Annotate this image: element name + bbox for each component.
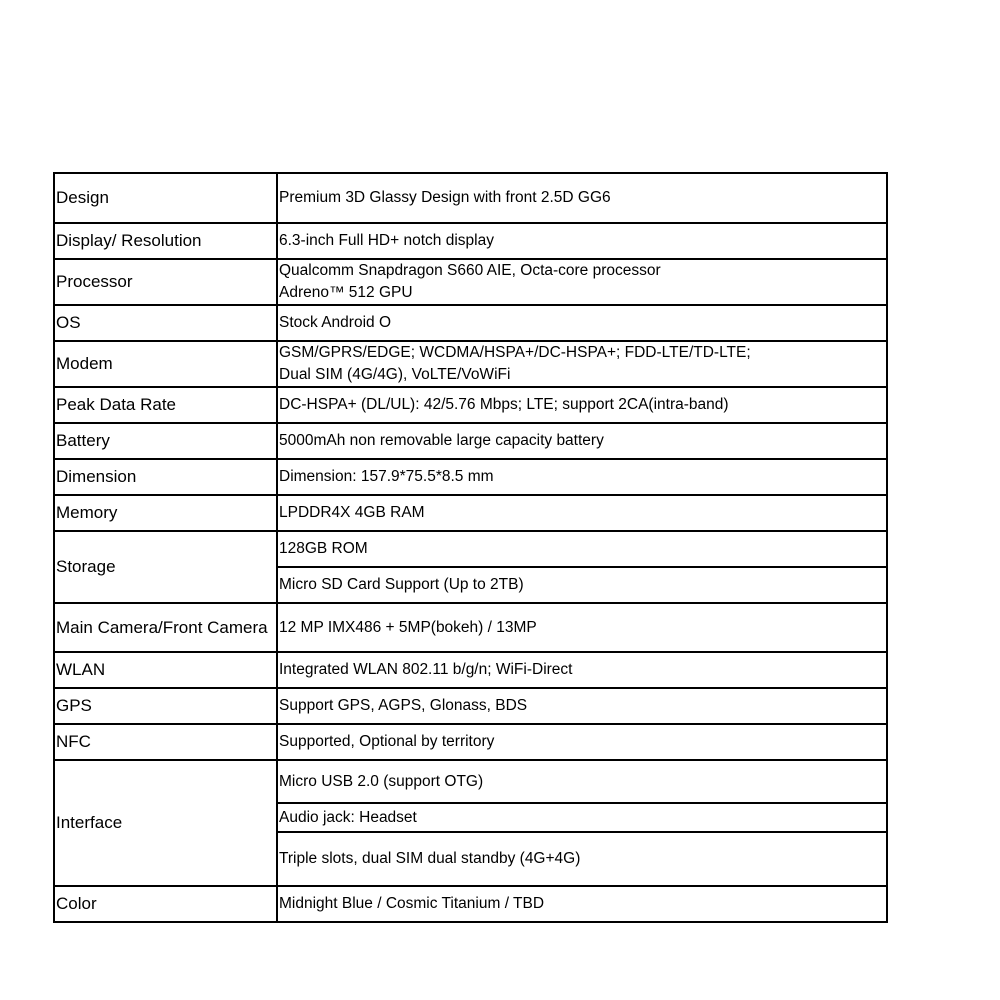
- spec-label: Modem: [54, 341, 277, 387]
- spec-value: [277, 305, 887, 341]
- spec-table-body: [54, 173, 887, 922]
- spec-label: GPS: [54, 688, 277, 724]
- spec-value-line: Premium 3D Glassy Design with front 2.5D GG6: [279, 189, 611, 206]
- spec-value: [277, 652, 887, 688]
- spec-value: [277, 459, 887, 495]
- spec-label: Design: [54, 173, 277, 223]
- spec-value: [277, 531, 887, 567]
- spec-value-line: Triple slots, dual SIM dual standby (4G+4G): [279, 850, 581, 867]
- spec-value-line: Qualcomm Snapdragon S660 AIE, Octa-core processor: [279, 262, 661, 279]
- spec-value: [277, 832, 887, 886]
- spec-row: [54, 603, 887, 652]
- spec-value-line: LPDDR4X 4GB RAM: [279, 504, 425, 521]
- spec-table: [53, 172, 888, 923]
- spec-value: [277, 387, 887, 423]
- spec-label: Display/ Resolution: [54, 223, 277, 259]
- spec-label: NFC: [54, 724, 277, 760]
- spec-value-line: Audio jack: Headset: [279, 808, 417, 826]
- spec-row: [54, 387, 887, 423]
- spec-value-line: Integrated WLAN 802.11 b/g/n; WiFi-Direct: [279, 661, 573, 678]
- spec-label: Storage: [54, 531, 277, 603]
- spec-value-line: Micro USB 2.0 (support OTG): [279, 772, 484, 790]
- spec-value: [277, 567, 887, 603]
- spec-row: [54, 495, 887, 531]
- spec-row: [54, 259, 887, 305]
- spec-row: [54, 652, 887, 688]
- spec-row: [54, 305, 887, 341]
- spec-label: Processor: [54, 259, 277, 305]
- spec-row: [54, 886, 887, 922]
- spec-value: [277, 724, 887, 760]
- spec-row: [54, 341, 887, 387]
- spec-value-line: Dual SIM (4G/4G), VoLTE/VoWiFi: [279, 366, 511, 383]
- spec-label: Peak Data Rate: [54, 387, 277, 423]
- spec-value-line: Support GPS, AGPS, Glonass, BDS: [279, 697, 528, 714]
- spec-value-line: Stock Android O: [279, 314, 392, 331]
- spec-label: Dimension: [54, 459, 277, 495]
- spec-value: [277, 803, 887, 832]
- spec-value: [277, 688, 887, 724]
- spec-value: [277, 886, 887, 922]
- spec-value-line: Micro SD Card Support (Up to 2TB): [279, 576, 524, 593]
- spec-value-line: Midnight Blue / Cosmic Titanium / TBD: [279, 895, 545, 912]
- spec-row: [54, 223, 887, 259]
- spec-value: [277, 603, 887, 652]
- spec-row: [54, 459, 887, 495]
- spec-row: [54, 724, 887, 760]
- spec-row: [54, 760, 887, 803]
- spec-value-line: Dimension: 157.9*75.5*8.5 mm: [279, 468, 494, 485]
- spec-row: [54, 423, 887, 459]
- spec-value: [277, 223, 887, 259]
- spec-value-line: DC-HSPA+ (DL/UL): 42/5.76 Mbps; LTE; support 2CA(intra-band): [279, 396, 729, 413]
- spec-label: Main Camera/Front Camera: [54, 603, 277, 652]
- spec-value: [277, 760, 887, 803]
- spec-value-line: Supported, Optional by territory: [279, 733, 495, 750]
- spec-row: [54, 173, 887, 223]
- spec-label: WLAN: [54, 652, 277, 688]
- spec-value-line: 6.3-inch Full HD+ notch display: [279, 232, 494, 249]
- spec-value: [277, 341, 887, 387]
- spec-value-line: 12 MP IMX486 + 5MP(bokeh) / 13MP: [279, 618, 537, 636]
- spec-label: Interface: [54, 760, 277, 886]
- spec-value: [277, 495, 887, 531]
- spec-value: [277, 423, 887, 459]
- spec-label: Battery: [54, 423, 277, 459]
- spec-value: [277, 259, 887, 305]
- spec-value-line: 5000mAh non removable large capacity battery: [279, 432, 604, 449]
- spec-value-line: Adreno™ 512 GPU: [279, 284, 413, 301]
- spec-label: OS: [54, 305, 277, 341]
- spec-label: Memory: [54, 495, 277, 531]
- spec-value: [277, 173, 887, 223]
- spec-value-line: GSM/GPRS/EDGE; WCDMA/HSPA+/DC-HSPA+; FDD-LTE/TD-LTE;: [279, 344, 751, 361]
- spec-value-line: 128GB ROM: [279, 540, 368, 557]
- spec-label: Color: [54, 886, 277, 922]
- spec-row: [54, 688, 887, 724]
- spec-row: [54, 531, 887, 567]
